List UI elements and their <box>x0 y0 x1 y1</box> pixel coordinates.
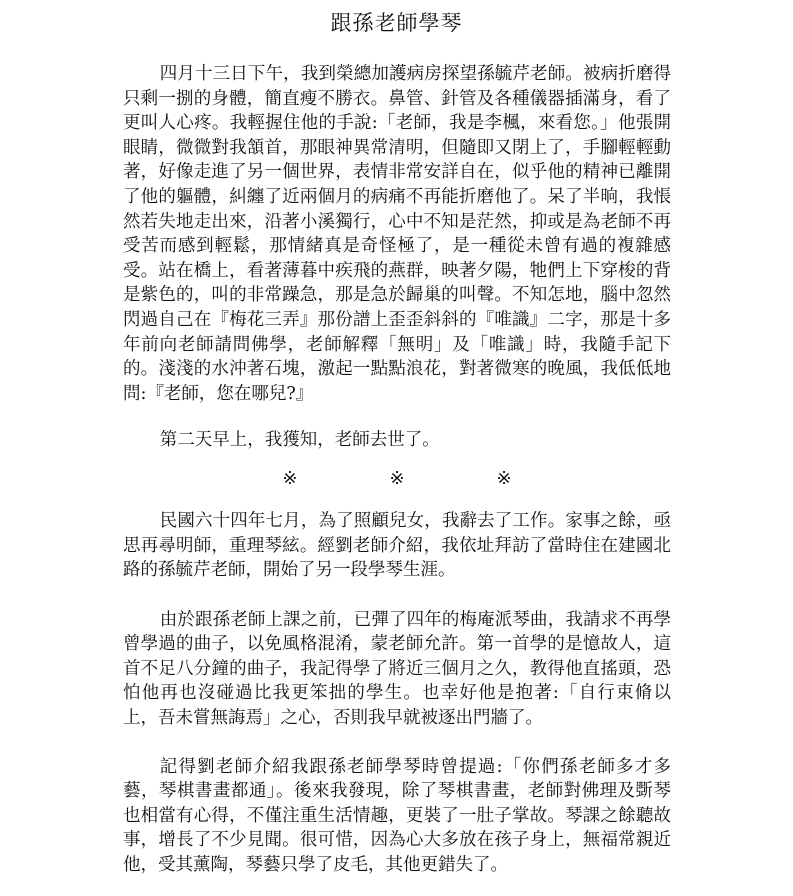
paragraph-first-lessons: 由於跟孫老師上課之前，已彈了四年的梅庵派琴曲，我請求不再學曾學過的曲子，以免風格混淆，蒙老師允許。第一首學的是憶故人，這首不足八分鐘的曲子，我記得學了將近三個月之久，教得他直搖頭，恐怕他再也沒碰過比我更笨拙的學生。也幸好他是抱著:「自行束脩以上，吾未嘗無誨焉」之心，否則我早就被逐出門牆了。 <box>123 609 671 729</box>
separator-mark: ※ <box>496 467 512 489</box>
paragraph-new-teacher: 民國六十四年七月，為了照顧兒女，我辭去了工作。家事之餘，亟思再尋明師，重理琴絃。經劉老師介紹，我依址拜訪了當時住在建國北路的孫毓芹老師，開始了另一段學琴生涯。 <box>123 510 671 581</box>
paragraph-passing: 第二天早上，我獲知，老師去世了。 <box>159 430 440 451</box>
document-title: 跟孫老師學琴 <box>330 11 463 35</box>
separator-mark: ※ <box>282 467 298 489</box>
paragraph-teacher-talents: 記得劉老師介紹我跟孫老師學琴時曾提過:「你們孫老師多才多藝，琴棋書畫都通」。後來我發現，除了琴棋書畫，老師對佛理及斲琴也相當有心得，不僅注重生活情趣，更裝了一肚子掌故。琴課之餘聽故事，增長了不少見聞。很可惜，因為心大多放在孩子身上，無福常親近他，受其薰陶，琴藝只學了皮毛，其他更錯失了。 <box>123 756 671 876</box>
document-body <box>123 62 671 878</box>
paragraph-gap <box>123 731 671 755</box>
section-separator <box>123 467 671 491</box>
separator-mark: ※ <box>389 467 405 489</box>
paragraph-hospital-visit: 四月十三日下午，我到榮總加護病房探望孫毓芹老師。被病折磨得只剩一捌的身體，簡直瘦不勝衣。鼻管、針管及各種儀器插滿身，看了更叫人心疼。我輕握住他的手說:「老師，我是李楓，來看您。」他張開眼睛，微微對我頷首，那眼神異常清明，但隨即又閉上了，手腳輕輕動著，好像走進了另一個世界，表情非常安詳自在，似乎他的精神已離開了他的軀體，糾纏了近兩個月的病痛不再能折磨他了。呆了半晌，我悵然若失地走出來，沿著小溪獨行，心中不知是茫然，抑或是為老師不再受苦而感到輕鬆，那情緒真是奇怪極了，是一種從未曾有過的複雜感受。站在橋上，看著薄暮中疾飛的燕群，映著夕陽，牠們上下穿梭的背是紫色的，叫的非常躁急，那是急於歸巢的叫聲。不知怎地，腦中忽然閃過自己在『梅花三弄』那份譜上歪歪斜斜的『唯識』二字，那是十多年前向老師請問佛學，老師解釋「無明」及「唯識」時，我隨手記下的。淺淺的水沖著石塊，激起一點點浪花，對著微寒的晚風，我低低地問:『老師，您在哪兒?』 <box>123 64 671 404</box>
paragraph-gap <box>123 406 671 428</box>
paragraph-gap <box>123 583 671 608</box>
